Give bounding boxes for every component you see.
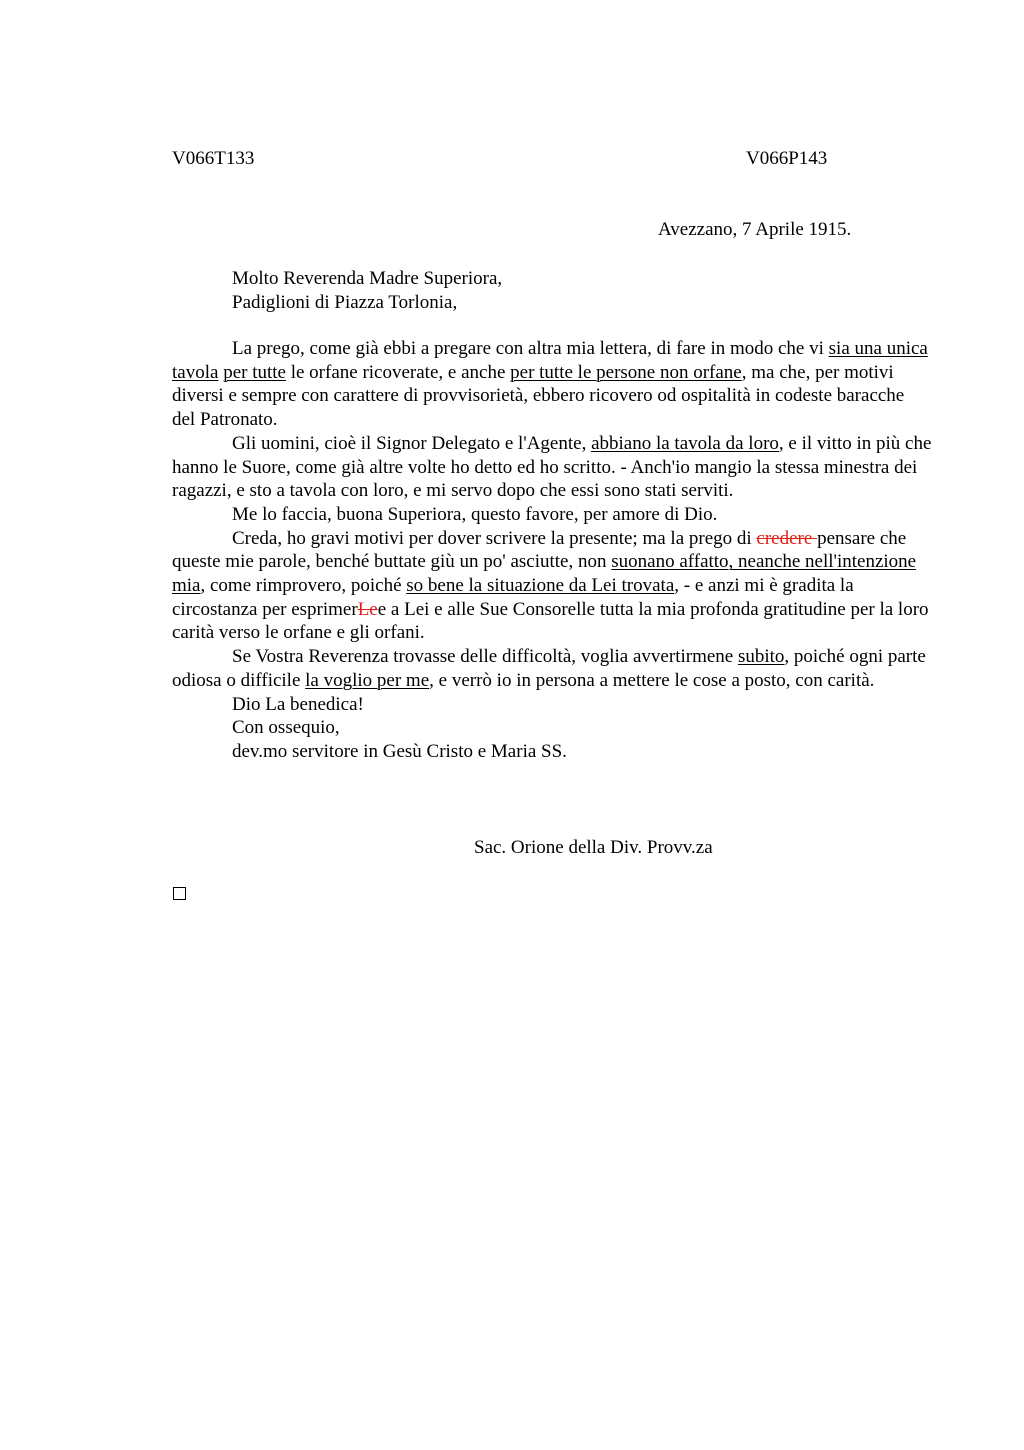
underlined-text: abbiano la tavola da loro [591, 432, 779, 454]
underlined-text: subito [737, 646, 785, 668]
closing-servant: dev.mo servitore in Gesù Cristo e Maria SS. [232, 740, 567, 762]
dateline: Avezzano, 7 Aprile 1915. [658, 219, 852, 240]
text-run: Gli uomini, cioè il Signor Delegato e l'Agente, [232, 432, 592, 454]
paragraph-4 [172, 527, 932, 646]
closing-regards: Con ossequio, [232, 717, 340, 739]
salutation-line-2: Padiglioni di Piazza Torlonia, [232, 292, 458, 313]
text-run: e a Lei e alle Sue Consorelle tutta la mia profonda gratitudine per la loro carità verso le orfane e gli orfani. [172, 598, 929, 644]
letter-body [172, 337, 932, 764]
paragraph-5 [172, 645, 932, 692]
deleted-text: Le [357, 598, 378, 620]
text-run: , e verrò io in persona a mettere le cose a posto, con carità. [429, 669, 875, 691]
text-run: Se Vostra Reverenza trovasse delle difficoltà, voglia avvertirmene [232, 646, 738, 668]
signature: Sac. Orione della Div. Provv.za [474, 837, 713, 858]
text-run: pensare che queste mie parole, benché buttate giù un po' asciutte, non [172, 527, 907, 573]
paragraph-3: Me lo faccia, buona Superiora, questo favore, per amore di Dio. [232, 503, 718, 525]
underlined-text: per tutte [223, 361, 286, 383]
underlined-text: la voglio per me [305, 669, 430, 691]
text-run: , poiché ogni parte odiosa o difficile [172, 646, 926, 691]
paragraph-2 [172, 432, 932, 503]
closing-blessing: Dio La benedica! [232, 693, 364, 715]
salutation-line-1: Molto Reverenda Madre Superiora, [232, 268, 503, 289]
text-run: le orfane ricoverate, e anche [285, 361, 511, 383]
paragraph-1 [172, 337, 932, 432]
text-run: La prego, come già ebbi a pregare con altra mia lettera, di fare in modo che vi [232, 338, 829, 359]
text-run: , come rimprovero, poiché [200, 575, 407, 597]
document-code-left: V066T133 [172, 148, 255, 169]
text-run: Creda, ho gravi motivi per dover scrivere la presente; ma la prego di [232, 527, 757, 549]
underlined-text: sia una unica tavola [172, 338, 928, 383]
underlined-text: so bene la situazione da Lei trovata [406, 575, 675, 597]
underlined-text: suonano affatto, neanche nell'intenzione mia [172, 551, 917, 597]
underlined-text: per tutte le persone non orfane [510, 361, 742, 383]
checkbox-icon[interactable] [173, 887, 186, 900]
deleted-text: credere [756, 527, 818, 549]
text-run: , e il vitto in più che hanno le Suore, come già altre volte ho detto ed ho scritto. - Anch'io mangio la stessa minestra dei ragazzi, e sto a tavola con loro, e mi servo dopo che essi sono stati serviti. [172, 432, 932, 502]
text-run: , ma che, per motivi diversi e sempre con carattere di provvisorietà, ebbero ricovero od ospitalità in codeste baracche del Patronato. [172, 361, 905, 431]
text-run: , - e anzi mi è gradita la circostanza per esprimer [172, 575, 854, 620]
document-code-right: V066P143 [746, 148, 828, 169]
